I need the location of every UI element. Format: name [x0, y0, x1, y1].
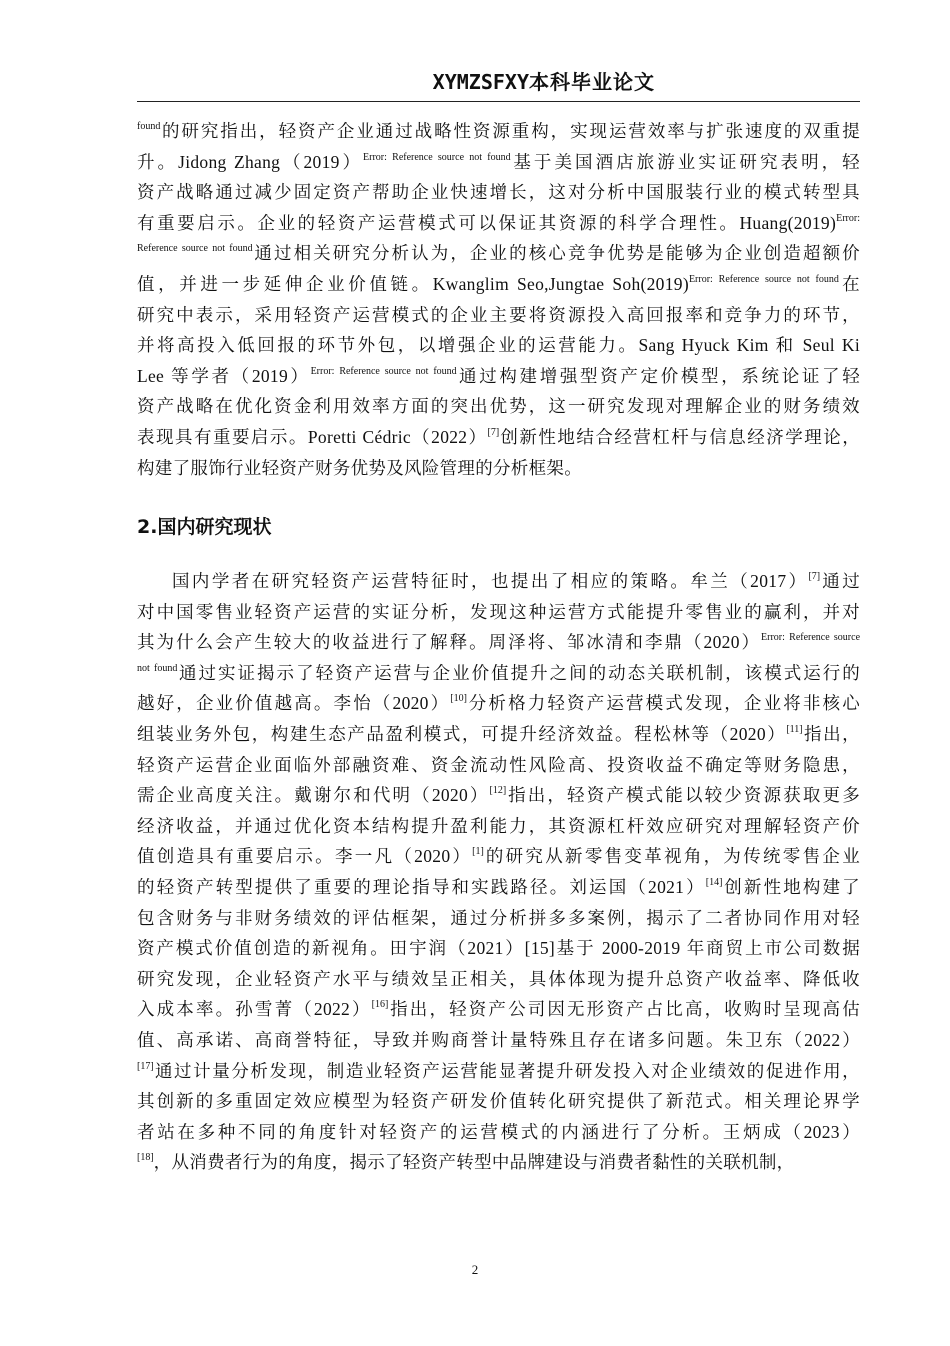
text-run: 需企业高度关注。戴谢尔和代明（2020） [137, 785, 490, 806]
citation-superscript: found [137, 121, 161, 132]
text-run: 其为什么会产生较大的收益进行了解释。周泽将、邹冰清和李鼎（2020） [137, 632, 762, 653]
text-line [137, 627, 860, 658]
text-line [137, 1117, 860, 1148]
citation-superscript: [11] [786, 723, 803, 735]
text-run: 值，并进一步延伸企业价值链。Kwanglim Seo,Jungtae Soh(2019) [137, 273, 689, 294]
text-line [137, 719, 860, 750]
text-run: 有重要启示。企业的轻资产运营模式可以保证其资源的科学合理性。Huang(2019) [137, 212, 837, 233]
text-run: 越好，企业价值越高。李怡（2020） [137, 693, 451, 714]
citation-superscript: [18] [137, 1152, 154, 1164]
text-run: 组装业务外包，构建生态产品盈利模式，可提升经济效益。程松林等（2020） [137, 723, 787, 744]
text-run: 创新性地结合经营杠杆与信息经济学理论， [499, 426, 860, 447]
domestic-paragraph [137, 566, 860, 1178]
text-line [137, 872, 860, 903]
text-run: 表现具有重要启示。Poretti Cédric（2022） [137, 426, 488, 447]
text-line [137, 780, 860, 811]
text-line [137, 994, 860, 1025]
running-header [137, 68, 860, 96]
text-run: 轻资产运营企业面临外部融资难、资金流动性风险高、投资收益不确定等财务隐患， [137, 754, 860, 775]
text-run: 通过 [820, 571, 860, 591]
text-line [137, 238, 860, 269]
text-line [137, 361, 860, 392]
citation-superscript: Error: Reference source not found [310, 365, 457, 377]
citation-superscript: Error: Reference source [761, 632, 861, 644]
text-run: 指出， [802, 723, 860, 744]
text-line [137, 903, 860, 934]
text-run: ，从消费者行为的角度，揭示了轻资产转型中品牌建设与消费者黏性的关联机制， [153, 1152, 795, 1173]
text-run: 分析格力轻资产运营模式发现，企业将非核心 [466, 693, 861, 714]
text-line [137, 269, 860, 300]
text-line [137, 147, 860, 178]
citation-superscript: [1] [472, 846, 484, 858]
text-line [137, 116, 860, 147]
text-line [137, 964, 860, 995]
text-line [137, 811, 860, 842]
text-run: 基于美国酒店旅游业实证研究表明，轻 [510, 151, 860, 172]
text-line [137, 1086, 860, 1117]
text-run: 经济收益，并通过优化资本结构提升盈利能力，其资源杠杆效应研究对理解轻资产价 [137, 815, 860, 836]
text-line [137, 330, 860, 361]
domestic-paragraph-block [137, 566, 860, 1178]
text-line [137, 177, 860, 208]
text-line [137, 566, 860, 597]
text-run: 资产战略通过减少固定资产帮助企业快速增长，这对分析中国服装行业的模式转型具 [137, 182, 860, 203]
text-run: 包含财务与非财务绩效的评估框架，通过分析拼多多案例，揭示了二者协同作用对轻 [137, 907, 860, 928]
text-line [137, 300, 860, 331]
text-run: 值创造具有重要启示。李一凡（2020） [137, 846, 473, 867]
text-run: 其创新的多重固定效应模型为轻资产研发价值转化研究提供了新范式。相关理论界学 [137, 1091, 860, 1112]
intro-paragraph-block [137, 116, 860, 483]
text-run: 入成本率。孙雪菁（2022） [137, 999, 372, 1020]
citation-superscript: [10] [450, 693, 467, 705]
text-line [137, 1025, 860, 1056]
text-run: 值、高承诺、高商誉特征，导致并购商誉计量特殊且存在诸多问题。朱卫东（2022） [137, 1029, 860, 1050]
text-line [137, 750, 860, 781]
text-run: 的轻资产转型提供了重要的理论指导和实践路径。刘运国（2021） [137, 876, 706, 897]
text-run: 对中国零售业轻资产运营的实证分析，发现这种运营方式能提升零售业的赢利，并对 [137, 601, 860, 622]
section-heading: 2.国内研究现状 [137, 516, 272, 538]
text-run: 研究中表示，采用轻资产运营模式的企业主要将资源投入高回报率和竞争力的环节， [137, 304, 860, 325]
citation-superscript: Error: Reference source not found [688, 273, 839, 285]
citation-superscript: [7] [808, 571, 821, 582]
text-run: 创新性地构建了 [722, 876, 860, 897]
citation-superscript: Error: [836, 212, 860, 224]
text-run: 并将高投入低回报的环节外包，以增强企业的运营能力。Sang Hyuck Kim 和 Seul Ki [137, 335, 860, 356]
text-line [137, 1147, 860, 1178]
text-run: 通过构建增强型资产定价模型，系统论证了轻 [456, 365, 861, 386]
text-run: 通过相关研究分析认为，企业的核心竞争优势是能够为企业创造超额价 [252, 243, 860, 264]
text-run: 通过计量分析发现，制造业轻资产运营能显著提升研发投入对企业绩效的促进作用， [153, 1060, 860, 1081]
header-title: 本科毕业论文 [529, 70, 655, 94]
text-line [137, 453, 860, 484]
header-rule [137, 101, 860, 102]
text-run: 的研究从新零售变革视角，为传统零售企业 [483, 846, 860, 867]
header-code: XYMZSFXY [432, 70, 529, 94]
text-line [137, 688, 860, 719]
text-line [137, 597, 860, 628]
text-run: 构建了服饰行业轻资产财务优势及风险管理的分析框架。 [137, 457, 582, 478]
citation-superscript: [7] [487, 426, 500, 438]
text-run: 者站在多种不同的角度针对轻资产的运营模式的内涵进行了分析。王炳成（2023） [137, 1121, 860, 1142]
text-run: 资产战略在优化资金利用效率方面的突出优势，这一研究发现对理解企业的财务绩效 [137, 396, 860, 417]
citation-superscript: [12] [489, 785, 507, 797]
page-number: 2 [471, 1262, 479, 1277]
text-run: 研究发现，企业轻资产水平与绩效呈正相关，具体体现为提升总资产收益率、降低收 [137, 968, 860, 989]
citation-superscript: Error: Reference source not found [363, 151, 511, 163]
citation-superscript: [16] [371, 999, 389, 1011]
citation-superscript: [17] [137, 1060, 154, 1072]
text-line [137, 208, 860, 239]
text-run: 升。Jidong Zhang（2019） [137, 151, 364, 172]
text-run: 资产模式价值创造的新视角。田宇润（2021）[15]基于 2000-2019 年商贸上市公司数据 [137, 938, 860, 959]
text-run: 指出，轻资产模式能以较少资源获取更多 [506, 785, 861, 806]
text-run: 通过实证揭示了轻资产运营与企业价值提升之间的动态关联机制，该模式运行的 [177, 662, 861, 683]
citation-superscript: Reference source not found [137, 243, 253, 255]
text-run: 国内学者在研究轻资产运营特征时，也提出了相应的策略。牟兰（2017） [172, 571, 809, 591]
text-line [137, 1056, 860, 1087]
citation-superscript: [14] [705, 876, 723, 888]
header-wrapper [433, 70, 655, 94]
intro-paragraph [137, 116, 860, 483]
text-line [137, 422, 860, 453]
citation-superscript: not found [137, 662, 178, 674]
text-run: 的研究指出，轻资产企业通过战略性资源重构，实现运营效率与扩张速度的双重提 [160, 121, 860, 141]
text-line [137, 658, 860, 689]
text-line [137, 841, 860, 872]
text-run: Lee 等学者（2019） [137, 365, 311, 386]
text-run: 在 [838, 273, 860, 294]
text-line [137, 933, 860, 964]
text-run: 指出，轻资产公司因无形资产占比高，收购时呈现高估 [388, 999, 860, 1020]
text-line [137, 391, 860, 422]
